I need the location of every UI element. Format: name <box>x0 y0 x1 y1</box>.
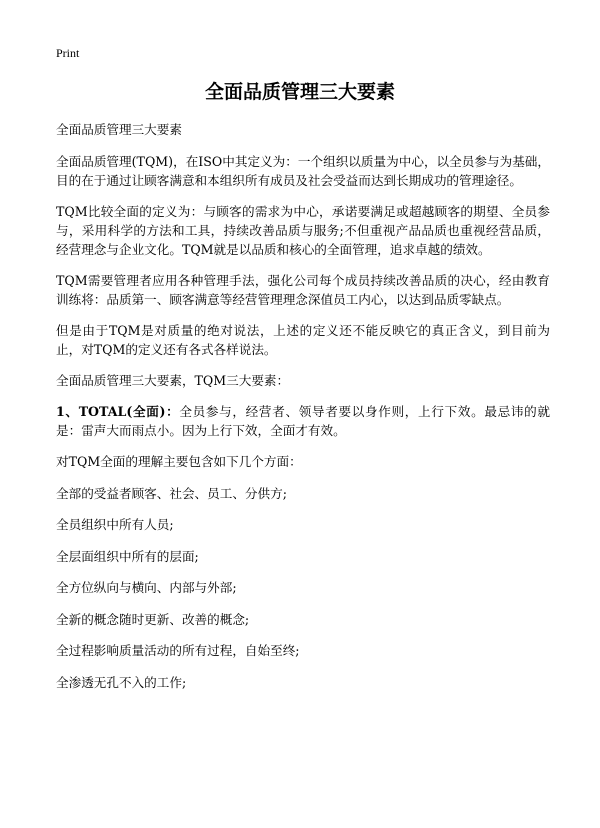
print-link[interactable]: Print <box>56 46 80 60</box>
page-title: 全面品质管理三大要素 <box>204 81 395 103</box>
list-item: 全部的受益者顾客、社会、员工、分供方; <box>56 485 287 501</box>
paragraph-total <box>56 402 550 440</box>
list-item: 全员组织中所有人员; <box>56 517 174 532</box>
total-description: 全员参与，经营者、领导者要以身作则，上行下效。最忌讳的就是：雷声大而雨点小。因为上行下效，全面才有效。 <box>56 404 550 438</box>
paragraph-tqm-various-definitions: 但是由于TQM是对质量的绝对说法，上述的定义还不能反映它的真正含义，到目前为止，对TQM的定义还有各式各样说法。 <box>56 322 550 357</box>
paragraph-tqm-iso-definition: 全面品质管理(TQM)，在ISO中其定义为：一个组织以质量为中心，以全员参与为基础，目的在于通过让顾客满意和本组织所有成员及社会受益而达到长期成功的管理途径。 <box>56 153 550 188</box>
document-body <box>56 120 550 704</box>
total-heading: 1、TOTAL(全面)： <box>56 404 180 419</box>
paragraph-subtitle: 全面品质管理三大要素 <box>56 122 182 137</box>
list-item: 全过程影响质量活动的所有过程，自始至终; <box>56 643 300 658</box>
paragraph-three-elements-intro: 全面品质管理三大要素，TQM三大要素： <box>56 372 290 388</box>
list-item: 全方位纵向与横向、内部与外部; <box>56 580 237 595</box>
paragraph-understanding-intro: 对TQM全面的理解主要包含如下几个方面： <box>56 454 302 469</box>
list-item: 全层面组织中所有的层面; <box>56 548 199 564</box>
list-item: 全渗透无孔不入的工作; <box>56 674 187 690</box>
paragraph-tqm-management: TQM需要管理者应用各种管理手法，强化公司每个成员持续改善品质的决心，经由教育训练将：品质第一、顾客满意等经营管理理念深值员工内心，以达到品质零缺点。 <box>56 272 550 307</box>
paragraph-tqm-full-definition: TQM比较全面的定义为：与顾客的需求为中心，承诺要满足或超越顾客的期望、全员参与，采用科学的方法和工具，持续改善品质与服务;不但重视产品品质也重视经营品质，经营理念与企业文化。TQM就是以品质和核心的全面管理，追求卓越的绩效。 <box>56 203 550 257</box>
list-item: 全新的概念随时更新、改善的概念; <box>56 611 250 627</box>
